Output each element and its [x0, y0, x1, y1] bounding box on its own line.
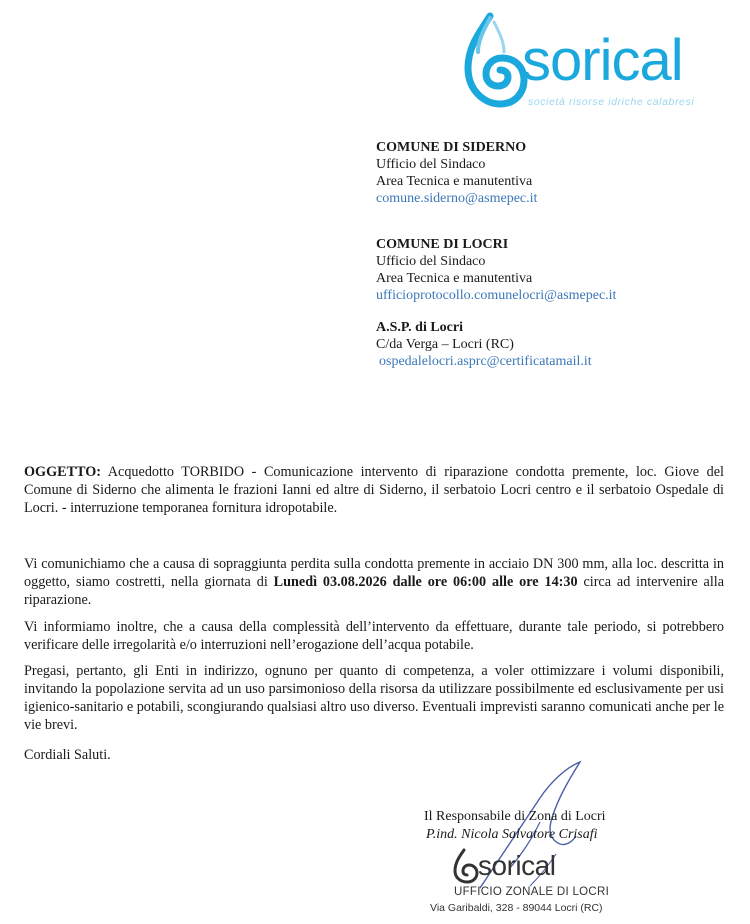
recipient-name: COMUNE DI SIDERNO — [376, 140, 527, 155]
recipient-address: C/da Verga – Locri (RC) — [376, 337, 514, 352]
recipient-name: A.S.P. di Locri — [376, 320, 463, 335]
recipient-locri — [376, 236, 616, 304]
recipient-asp-locri — [376, 319, 592, 370]
p1-end: circa ad intervenire alla riparazione. — [24, 574, 724, 608]
logo-tagline: società risorse idriche calabresi — [528, 96, 695, 108]
recipient-siderno — [376, 139, 537, 207]
sorical-logo — [460, 12, 730, 117]
recipient-office: Ufficio del Sindaco — [376, 254, 486, 269]
recipient-department: Area Tecnica e manutentiva — [376, 174, 533, 189]
p1-start: Vi comunichiamo che a causa di sopraggiunta perdita sulla condotta premente in acciaio DN 300 mm, alla loc. descritta in oggetto, siamo costretti, nella giornata di — [24, 556, 724, 590]
stamp-logo-icon — [452, 848, 480, 884]
p1-date-time: Lunedì 03.08.2026 dalle ore 06:00 alle ore 14:30 — [273, 574, 578, 590]
water-drop-swirl-icon — [460, 12, 530, 112]
recipient-email[interactable]: ufficioprotocollo.comunelocri@asmepec.it — [376, 288, 617, 303]
stamp-logo-text: sorical — [478, 850, 556, 881]
logo-wordmark: sorical — [522, 28, 683, 93]
signatory-role: Il Responsabile di Zona di Locri — [424, 809, 606, 824]
recipient-department: Area Tecnica e manutentiva — [376, 271, 533, 286]
signatory-name: P.ind. Nicola Salvatore Crisafi — [426, 827, 598, 842]
body-paragraph-3: Pregasi, pertanto, gli Enti in indirizzo, ognuno per quanto di competenza, a voler ottimizzare i volumi disponibili, invitando la popolazione servita ad un uso parsimonioso della risorsa da utilizzare possibilmente ed esclusivamente per usi igienico-sanitario e potabili, scongiurando qualsiasi altro uso diverso. Eventuali imprevisti saranno comunicati anche per le vie brevi. — [24, 663, 724, 733]
recipient-email[interactable]: ospedalelocri.asprc@certificatamail.it — [379, 354, 592, 369]
body-paragraph-1 — [24, 555, 724, 609]
closing-salutation: Cordiali Saluti. — [24, 747, 111, 763]
body-paragraph-2: Vi informiamo inoltre, che a causa della complessità dell’intervento da effettuare, durante tale periodo, si potrebbero verificare delle irregolarità e/o interruzioni nell’erogazione dell’acqua potabile. — [24, 619, 724, 653]
subject-text: Acquedotto TORBIDO - Comunicazione intervento di riparazione condotta premente, loc. Giove del Comune di Siderno che alimenta le frazioni Ianni ed altre di Siderno, il serbatoio Locri centro e il serbatoio Ospedale di Locri. - interruzione temporanea fornitura idropotabile. — [24, 464, 724, 516]
stamp-address: Via Garibaldi, 328 - 89044 Locri (RC) — [430, 902, 603, 914]
recipient-email[interactable]: comune.siderno@asmepec.it — [376, 191, 538, 206]
recipient-name: COMUNE DI LOCRI — [376, 237, 509, 252]
subject-paragraph — [24, 463, 724, 517]
subject-label: OGGETTO: — [24, 464, 101, 480]
signature-block — [424, 808, 724, 844]
recipient-office: Ufficio del Sindaco — [376, 157, 486, 172]
office-stamp — [430, 848, 620, 918]
stamp-office: UFFICIO ZONALE DI LOCRI — [454, 886, 610, 898]
